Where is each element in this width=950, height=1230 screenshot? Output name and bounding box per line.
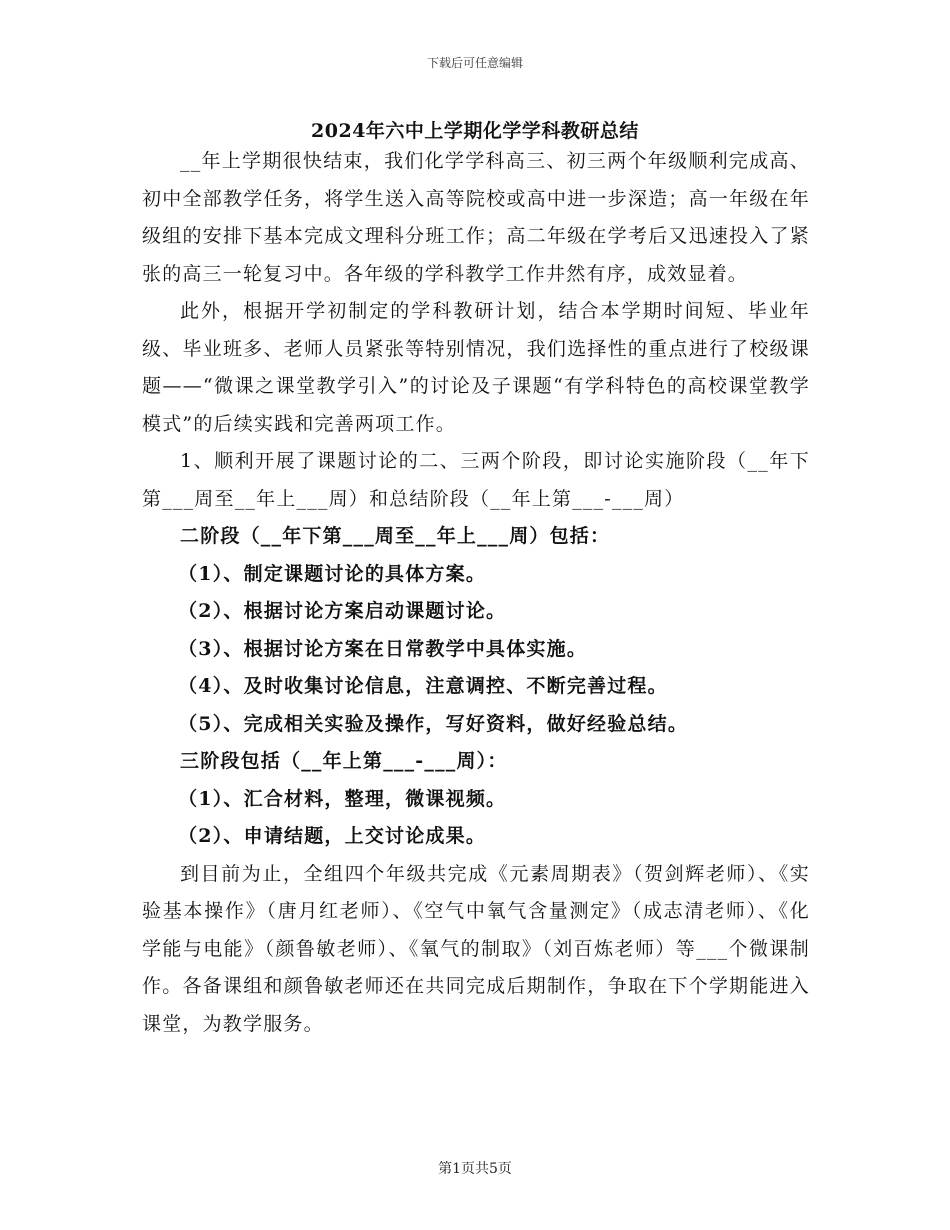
document-body [142, 143, 810, 1043]
page-header-note: 下载后可任意编辑 [426, 56, 523, 70]
document-title: 2024年六中上学期化学学科教研总结 [311, 120, 639, 142]
stage3-item: （1）、汇合材料，整理，微课视频。 [178, 787, 507, 810]
stage3-heading: 三阶段包括（__年上第___-___周）： [180, 750, 508, 772]
stage2-item: （3）、根据讨论方案在日常教学中具体实施。 [178, 637, 588, 660]
stage2-item: （2）、根据讨论方案启动课题讨论。 [178, 600, 507, 622]
stage3-item: （2）、申请结题，上交讨论成果。 [178, 825, 487, 847]
paragraph-research-plan: 此外，根据开学初制定的学科教研计划，结合本学期时间短、毕业年级、毕业班多、老师人员紧张等特别情况，我们选择性的重点进行了校级课题——“微课之课堂教学引入”的讨论及子课题“有学科特色的高校课堂教学模式”的后续实践和完善两项工作。 [142, 300, 810, 435]
stage2-item: （4）、及时收集讨论信息，注意调控、不断完善过程。 [178, 675, 668, 697]
stage2-heading: 二阶段（__年下第___周至__年上___周）包括： [180, 525, 611, 547]
page-number-footer: 第1页共5页 [438, 1161, 512, 1177]
paragraph-stages-overview: 1、顺利开展了课题讨论的二、三两个阶段，即讨论实施阶段（__年下第___周至__年上___周）和总结阶段（__年上第___-___周） [142, 450, 810, 510]
paragraph-intro: __年上学期很快结束，我们化学学科高三、初三两个年级顺利完成高、初中全部教学任务，将学生送入高等院校或高中进一步深造；高一年级在年级组的安排下基本完成文理科分班工作；高二年级在学考后又迅速投入了紧张的高三一轮复习中。各年级的学科教学工作井然有序，成效显着。 [142, 150, 810, 285]
paragraph-closing: 到目前为止，全组四个年级共完成《元素周期表》（贺剑辉老师）、《实验基本操作》（唐月红老师）、《空气中氧气含量测定》（成志清老师）、《化学能与电能》（颜鲁敏老师）、《氧气的制取》（刘百炼老师）等___个微课制作。各备课组和颜鲁敏老师还在共同完成后期制作，争取在下个学期能进入课堂，为教学服务。 [142, 862, 810, 1035]
stage2-item: （5）、完成相关实验及操作，写好资料，做好经验总结。 [178, 712, 689, 735]
stage2-item: （1）、制定课题讨论的具体方案。 [178, 562, 487, 585]
